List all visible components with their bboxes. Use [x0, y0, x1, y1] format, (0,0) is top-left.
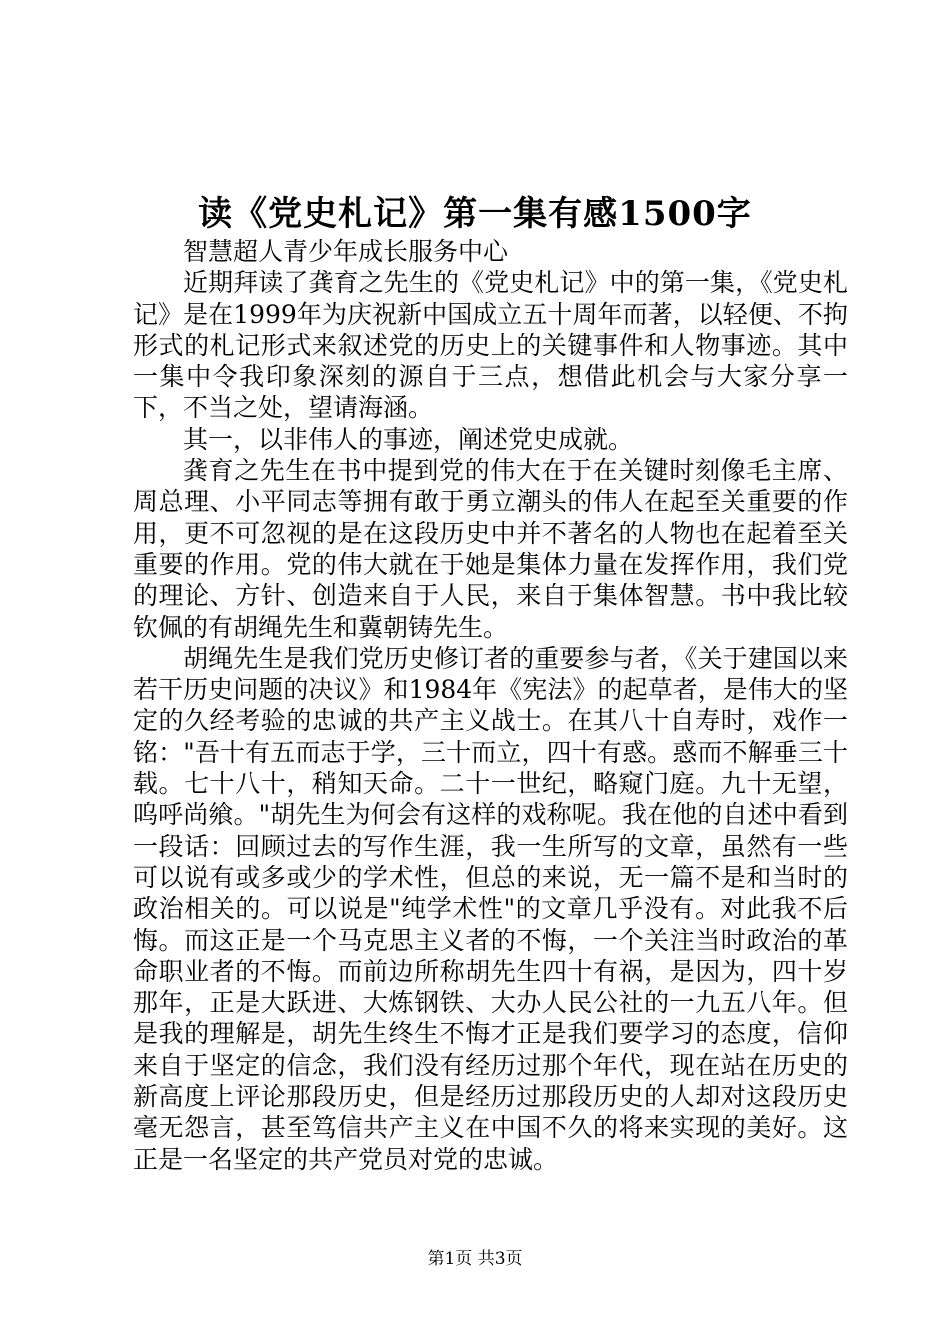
paragraph: 近期拜读了龚育之先生的《党史札记》中的第一集，《党史札记》是在1999年为庆祝新中国成立五十周年而著，以轻便、不拘形式的札记形式来叙述党的历史上的关键事件和人物事迹。其中一集中令我印象深刻的源自于三点，想借此机会与大家分享一下，不当之处，望请海涵。 [133, 268, 848, 423]
paragraph: 龚育之先生在书中提到党的伟大在于在关键时刻像毛主席、周总理、小平同志等拥有敢于勇立潮头的伟人在起至关重要的作用，更不可忽视的是在这段历史中并不著名的人物也在起着至关重要的作用。党的伟大就在于她是集体力量在发挥作用，我们党的理论、方针、创造来自于人民，来自于集体智慧。书中我比较钦佩的有胡绳先生和冀朝铸先生。 [133, 456, 848, 642]
document-title: 读《党史札记》第一集有感1500字 [198, 194, 752, 234]
organization-line: 智慧超人青少年成长服务中心 [183, 237, 509, 266]
paragraph: 其一，以非伟人的事迹，阐述党史成就。 [183, 424, 634, 454]
paragraph: 胡绳先生是我们党历史修订者的重要参与者，《关于建国以来若干历史问题的决议》和1984年《宪法》的起草者，是伟大的坚定的久经考验的忠诚的共产主义战士。在其八十自寿时，戏作一铭："吾十有五而志于学，三十而立，四十有惑。惑而不解垂三十载。七十八十，稍知天命。二十一世纪，略窥门庭。九十无望，呜呼尚飨。"胡先生为何会有这样的戏称呢。我在他的自述中看到一段话：回顾过去的写作生涯，我一生所写的文章，虽然有一些可以说有或多或少的学术性，但总的来说，无一篇不是和当时的政治相关的。可以说是"纯学术性"的文章几乎没有。对此我不后悔。而这正是一个马克思主义者的不悔，一个关注当时政治的革命职业者的不悔。而前边所称胡先生四十有祸，是因为，四十岁那年，正是大跃进、大炼钢铁、大办人民公社的一九五八年。但是我的理解是，胡先生终生不悔才正是我们要学习的态度，信仰来自于坚定的信念，我们没有经历过那个年代，现在站在历史的新高度上评论那段历史，但是经历过那段历史的人却对这段历史毫无怨言，甚至笃信共产主义在中国不久的将来实现的美好。这正是一名坚定的共产党员对党的忠诚。 [133, 643, 848, 1174]
document-body [133, 236, 848, 1175]
page-footer: 第1页 共3页 [427, 1249, 523, 1269]
